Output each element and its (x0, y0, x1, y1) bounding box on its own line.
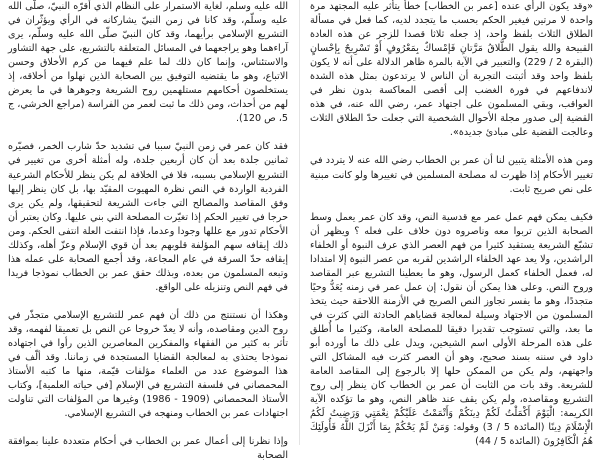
intro-paragraph: الله عليه وسلم، لغاية الاستمرار على النظام الذي أقرّه النبيّ، صلّى الله عليه وسلّم، وقد كانا في زمن النبيّ يشاركانه في الرأي ويؤثّران في التشريع الإسلامي برأيهما، وقد كان النبيّ صلّى الله عليه وسلّم، يرى آراءهما وهو يراجعهما في المسائل المتعلقة بالتشريع، على جهة التشاور والاستئناس، وإنما كان ذلك لما علم فيهما من كرم الأخلاق وحسن الاتباع، وهو ما يقتضيه التوفيق بين الصحابة الذين نهلوا من أخلاقه، إذ يستخلصون أحكامهم مستلهمين روح الشريعة وجوهرها في ما يعرض لهم من أحداث، ومن ذلك ما ثبت لعمر من الفراسة (مراجع الخرشي، ج 5، ص 120). (8, 1, 288, 125)
column-divider (299, 0, 300, 445)
alcohol-penalty-paragraph: فقد كان عمر في زمن النبيّ سببا في تشديد حدّ شارب الخمر، فصيّره ثمانين جلدة بعد أن كان أربعين جلدة، وله أمثلة أخرى من تغيير في التشريع الإسلامي بسببه، فلا في الخلافة لم يكن ينظر للأحكام الشرعية الفردية الواردة في النص نظرة المهيوت المقيّد بها، بل كان ينظر إليها وفق المقاصد والمصالح التي جاءت الشريعة لتحقيقها، ولم يكن يرى حرجا في تغيير الحكم إذا تغيّرت المصلحة التي بني عليها. وكان يعتبر أن الأحكام تدور مع عللها وجودا وعدما، فإذا انتفت العلة انتفى الحكم. ومن ذلك إيقافه سهم المؤلفة قلوبهم بعد أن قوي الإسلام وعزّ أهله، وكذلك إيقافه حدّ السرقة في عام المجاعة، وقد أجمع الصحابة على عمله هذا وتبعه المسلمون من بعده، وبذلك حقق عمر بن الخطاب نموذجا فريدا في فهم النص وتنزيله على الواقع. (8, 141, 288, 293)
quote-paragraph: «وقد يكون الرأي عنده [عمر بن الخطاب] خطأ يتأثر عليه المجتهد مرة واحدة لا مرتين فيغير الحكم بحسب ما يتجدد لديه، كما فعل في مسألة الطلاق الثلاث بلفظ واحد، إذ جعله ثلاثا قصدا للزجر عن هذه العادة القبيحة والله يقول الطَّلاقُ مَرَّتانِ فَإمْساكٌ بِمَعْرُوفٍ أَوْ تَسْرِيحٌ بِإحْسانٍ (البقرة 2 / 229) والتعبير في الآية بالمرة ظاهر الدلالة على أنه لا يكون بلفظ واحد وقد أثبتت التجربة أن الناس لا يرتدعون بمثل هذه الشدة لاندفاعهم في فورة الغضب إلى أقصى المعاكسة بدون نظر في العواقب، وبقي المسلمون على اجتهاد عمر، رضي الله عنه، في هذه القضية إلى صدور مجلة الأحوال الشخصية التي جعلت حدّ الطلاق الثلاث وعالجت القضية على مبادئ جديدة». (310, 1, 593, 139)
conclusion-paragraph: وهكذا أن نستنتج من ذلك أن فهم عمر للتشريع الإسلامي متجذّر في روح الدين ومقاصده، وأنه لا يعدّ خروجا عن النص بل تعميقا لفهمه، وقد تأثر به كثير من الفقهاء والمفكرين المعاصرين الذين رأوا في اجتهاده نموذجا يحتذى به لمعالجة القضايا المستجدة في زماننا. وقد ألّف في هذا الموضوع عدد من العلماء مؤلفات قيّمة، منها ما كتبه الأستاذ المحمصاني في فلسفة التشريع في الإسلام [في حياته العلمية]، وكتاب الأستاذ المحمصاني (1909 - 1986) وغيرها من المؤلفات التي تناولت اجتهادات عمر بن الخطاب ومنهجه في التشريع الإسلامي. (8, 309, 288, 420)
left-column (8, 0, 288, 463)
paragraph-gap (310, 197, 593, 211)
closing-paragraph: وإذا نظرنا إلى أعمال عمر بن الخطاب في أحكام متعددة علينا بموافقة الصحابة (8, 436, 288, 462)
paragraph-gap (8, 421, 288, 435)
examples-conclusion-paragraph: ومن هذه الأمثلة يتبين لنا أن عمر بن الخطاب رضي الله عنه لا يتردد في تغيير الأحكام إذا ظهرت له مصلحة المسلمين في تغييرها ولو كانت مبنية على نص صريح ثابت. (310, 155, 593, 195)
analysis-paragraph: فكيف يمكن فهم عمل عمر مع قدسية النص، وقد كان عمر يعمل وسط الصحابة الذين تربوا معه وناصروه دون خلاف على فعله ؟ ويظهر أن تشبّع الشريعة يستقيد كثيرا من فهم العصر الذي عرف النبوة أو الخلفاء الراشدين، ولا يعد عهد الخلفاء الراشدين لقربه من عصر النبوة إلا امتدادا له، فعمل الخلفاء كعمل الرسول، وهو ما يعطينا التشريع عبر المقاصد وروح النص. وعلى هذا يمكن أن نقول: إن عمل عمر في زمنه يُعَدُّ وحيًا متجددًا، وهو ما يفسر تجاوز النص الصريح في الأزمنة اللاحقة حيث يتخذ المسلمون من الاجتهاد وسيلة لمعالجة قضاياهم الحادثة التي كثرت في ما بعد، والتي تستوجب تقديرا دقيقا للمصلحة العامة، وكثيرا ما أُطلق على هذه المرحلة الأولى اسم الشيخين، ويدل على ذلك ما أورده أبو داود في سننه بسند صحيح، وهو أن العصر كثرت فيه المشاكل التي واجهتهم، ولم يكن من الممكن حلها إلا بالرجوع إلى المقاصد العامة للشريعة. وقد بات من الثابت أن عمر بن الخطاب كان ينظر إلى روح التشريع ومقاصده، ولم يكن يقف عند ظاهر النص، وهو ما تؤكده الآية الكريمة: الْيَوْمَ أَكْمَلْتُ لَكُمْ دِينَكُمْ وَأَتْمَمْتُ عَلَيْكُمْ نِعْمَتِي وَرَضِيتُ لَكُمُ الْإِسْلَامَ دِينًا (المائدة 5 / 3) وقوله: وَمَنْ لَمْ يَحْكُمْ بِمَا أَنْزَلَ اللَّهُ فَأُولَئِكَ هُمُ الْكَافِرُونَ (المائدة 5 / 44) (310, 211, 593, 448)
paragraph-gap (310, 140, 593, 154)
right-column (310, 0, 593, 449)
paragraph-gap (8, 126, 288, 140)
paragraph-gap (8, 295, 288, 309)
